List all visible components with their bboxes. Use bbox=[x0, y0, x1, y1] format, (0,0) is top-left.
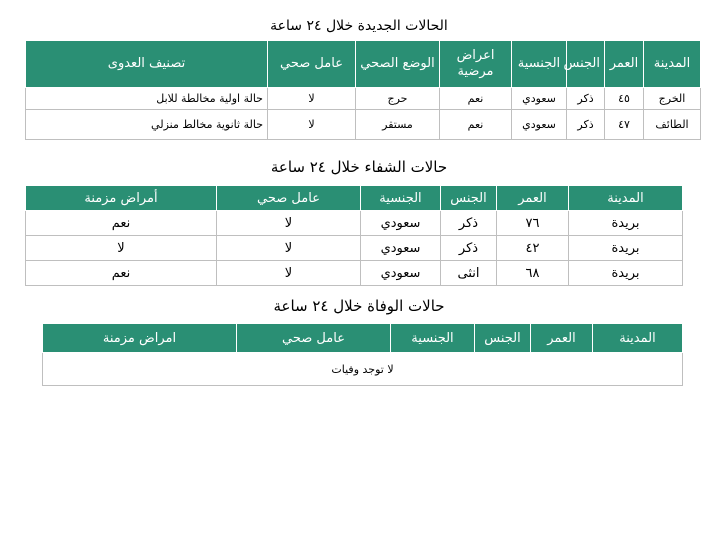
cell: الخرج bbox=[644, 88, 701, 110]
cell: انثى bbox=[441, 261, 497, 286]
cell: الطائف bbox=[644, 110, 701, 140]
death-cases-table bbox=[42, 323, 683, 386]
recovered-cases-table bbox=[25, 185, 683, 286]
col-header: المدينة bbox=[593, 324, 683, 353]
cell: لا bbox=[217, 261, 361, 286]
table-row bbox=[26, 211, 683, 236]
cell: نعم bbox=[26, 211, 217, 236]
table-row bbox=[43, 353, 683, 386]
col-header: العمر bbox=[605, 41, 644, 88]
col-header: اعراض مرضية bbox=[440, 41, 512, 88]
col-header: امراض مزمنة bbox=[43, 324, 237, 353]
col-header: الجنسية bbox=[391, 324, 475, 353]
table-row bbox=[26, 261, 683, 286]
cell: ذكر bbox=[441, 211, 497, 236]
col-header: المدينة bbox=[644, 41, 701, 88]
cell: حالة ثانوية مخالط منزلي bbox=[26, 110, 268, 140]
cell: ذكر bbox=[567, 88, 605, 110]
recovered-cases-title: حالات الشفاء خلال ٢٤ ساعة bbox=[270, 158, 448, 176]
col-header: الجنس bbox=[441, 186, 497, 211]
col-header: أمراض مزمنة bbox=[26, 186, 217, 211]
cell: لا bbox=[217, 236, 361, 261]
cell: سعودي bbox=[512, 88, 567, 110]
cell: بريدة bbox=[569, 211, 683, 236]
cell: ذكر bbox=[441, 236, 497, 261]
cell: سعودي bbox=[361, 236, 441, 261]
col-header: الوضع الصحي bbox=[356, 41, 440, 88]
table-row bbox=[26, 236, 683, 261]
cell: بريدة bbox=[569, 261, 683, 286]
cell: نعم bbox=[26, 261, 217, 286]
cell: لا bbox=[268, 110, 356, 140]
col-header: الجنس bbox=[567, 41, 605, 88]
cell: ٧٦ bbox=[497, 211, 569, 236]
cell: لا bbox=[217, 211, 361, 236]
cell: سعودي bbox=[361, 211, 441, 236]
cell: حرج bbox=[356, 88, 440, 110]
table-header-row bbox=[43, 324, 683, 353]
col-header: العمر bbox=[531, 324, 593, 353]
cell: مستقر bbox=[356, 110, 440, 140]
col-header: عامل صحي bbox=[268, 41, 356, 88]
table-header-row bbox=[26, 41, 701, 88]
cell: سعودي bbox=[361, 261, 441, 286]
cell: بريدة bbox=[569, 236, 683, 261]
table-row bbox=[26, 110, 701, 140]
col-header: الجنس bbox=[475, 324, 531, 353]
cell: ٦٨ bbox=[497, 261, 569, 286]
col-header: الجنسية bbox=[512, 41, 567, 88]
cell: نعم bbox=[440, 110, 512, 140]
cell: لا bbox=[268, 88, 356, 110]
cell: ٤٧ bbox=[605, 110, 644, 140]
col-header: عامل صحي bbox=[237, 324, 391, 353]
col-header: المدينة bbox=[569, 186, 683, 211]
new-cases-table bbox=[25, 40, 701, 140]
table-header-row bbox=[26, 186, 683, 211]
cell: ٤٥ bbox=[605, 88, 644, 110]
no-deaths-message: لا توجد وفيات bbox=[43, 353, 683, 386]
death-cases-title: حالات الوفاة خلال ٢٤ ساعة bbox=[273, 297, 445, 315]
cell: ٤٢ bbox=[497, 236, 569, 261]
col-header: العمر bbox=[497, 186, 569, 211]
col-header: الجنسية bbox=[361, 186, 441, 211]
cell: حالة اولية مخالطة للابل bbox=[26, 88, 268, 110]
cell: ذكر bbox=[567, 110, 605, 140]
new-cases-title: الحالات الجديدة خلال ٢٤ ساعة bbox=[270, 18, 448, 34]
col-header: عامل صحي bbox=[217, 186, 361, 211]
cell: لا bbox=[26, 236, 217, 261]
col-header: تصنيف العدوى bbox=[26, 41, 268, 88]
table-row bbox=[26, 88, 701, 110]
cell: نعم bbox=[440, 88, 512, 110]
cell: سعودي bbox=[512, 110, 567, 140]
